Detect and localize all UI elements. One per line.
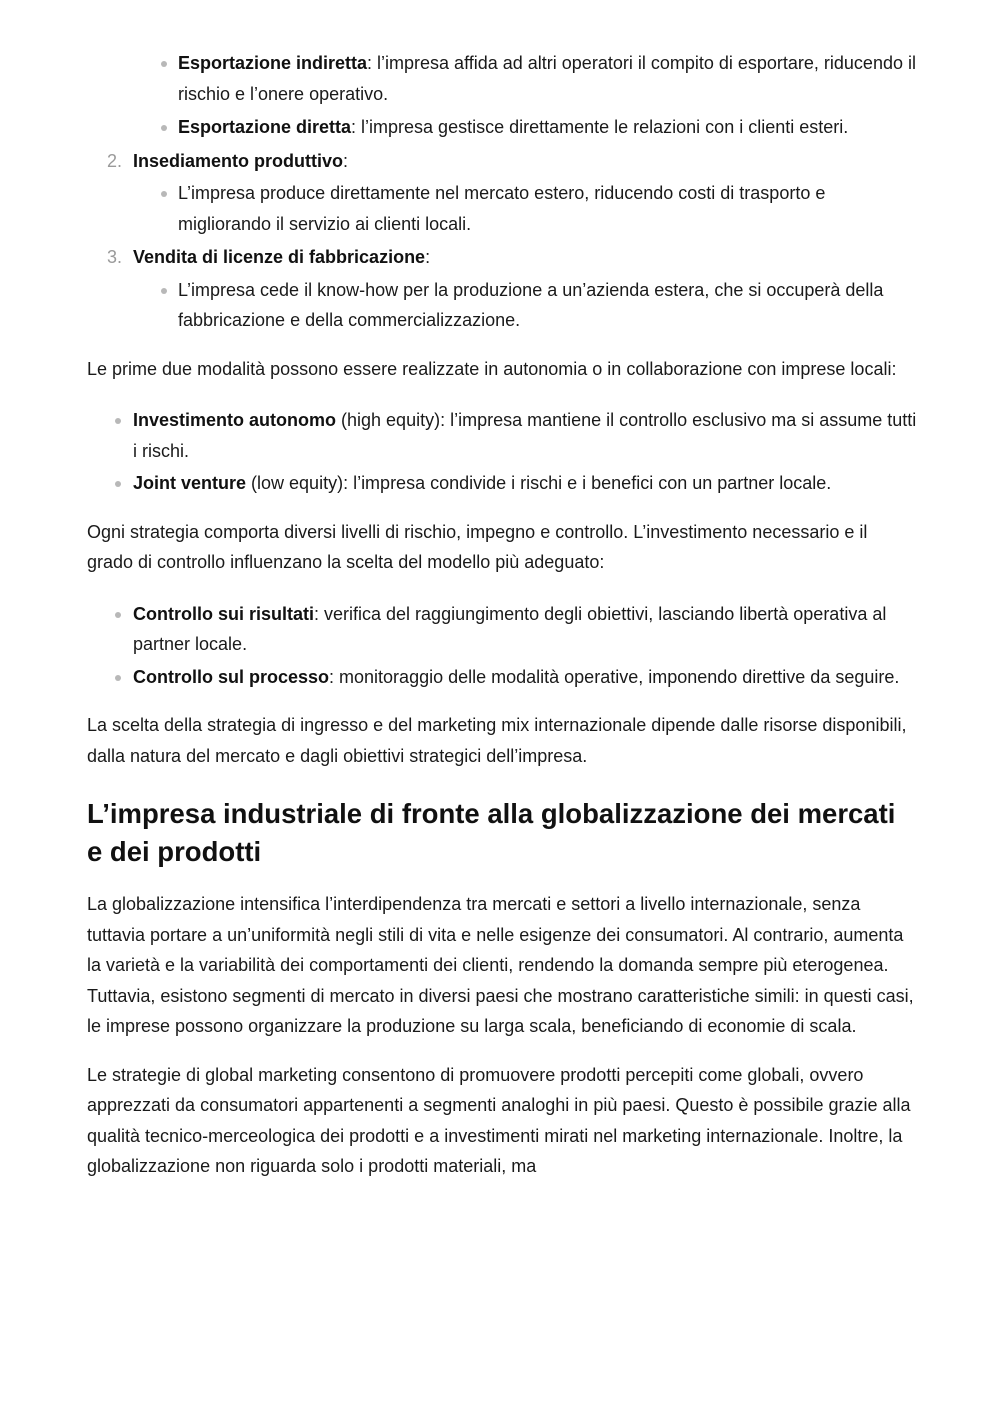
item-text: : l’impresa affida ad altri operatori il compito di esportare, riducendo il rischio e l’onere operativo. [178, 53, 916, 104]
control-list [87, 599, 917, 693]
paragraph-modalita: Le prime due modalità possono essere realizzate in autonomia o in collaborazione con imprese locali: [87, 358, 897, 379]
numbered-item-3 [87, 242, 917, 273]
section-heading: L’impresa industriale di fronte alla globalizzazione dei mercati e dei prodotti [87, 798, 896, 867]
paragraph-globalizzazione: La globalizzazione intensifica l’interdipendenza tra mercati e settori a livello internazionale, senza tuttavia portare a un’uniformità negli stili di vita e nelle esigenze dei consumatori. Al contrario, aumenta la varietà e la variabilità dei comportamenti dei clienti, rendendo la domanda sempre più eterogenea. Tuttavia, esistono segmenti di mercato in diversi paesi che mostrano caratteristiche simili: in questi casi, le imprese possono organizzare la produzione su larga scala, beneficiando di economie di scala. [87, 894, 914, 1036]
item-number: 3. [107, 247, 123, 267]
item-text: : verifica del raggiungimento degli obiettivi, lasciando libertà operativa al partner locale. [133, 603, 887, 654]
paragraph-strategia: Ogni strategia comporta diversi livelli di rischio, impegno e controllo. L’investimento necessario e il grado di controllo influenzano la scelta del modello più adeguato: [87, 521, 868, 572]
item-text: : l’impresa gestisce direttamente le relazioni con i clienti esteri. [351, 117, 849, 137]
numbered-item-2 [87, 146, 917, 177]
term-bold: Esportazione diretta [178, 117, 352, 137]
equity-list [87, 405, 917, 499]
item-number: 2. [107, 150, 123, 171]
term-bold: Joint venture [133, 473, 247, 493]
list-item-export-indirect [178, 48, 917, 109]
term-bold: Investimento autonomo [133, 410, 337, 430]
term-bold: Controllo sui risultati [133, 603, 315, 624]
production-sub-list [87, 178, 917, 239]
document-page [87, 48, 917, 1182]
license-sub-list [87, 275, 917, 336]
term-bold: Esportazione indiretta [178, 53, 368, 73]
list-item-controllo-processo [133, 662, 917, 693]
item-colon: : [343, 150, 349, 171]
item-text: (high equity): l’impresa mantiene il controllo esclusivo ma si assume tutti i rischi. [133, 410, 917, 461]
list-item-controllo-risultati [133, 599, 917, 660]
list-item-investimento [133, 405, 917, 466]
item-text: : monitoraggio delle modalità operative, imponendo direttive da seguire. [329, 666, 900, 687]
item-text: (low equity): l’impresa condivide i rischi e i benefici con un partner locale. [246, 473, 832, 493]
term-bold: Controllo sul processo [133, 666, 330, 687]
item-title: Insediamento produttivo [133, 150, 344, 171]
item-title: Vendita di licenze di fabbricazione [133, 247, 426, 267]
list-item: L’impresa cede il know-how per la produzione a un’azienda estera, che si occuperà della fabbricazione e della commercializzazione. [178, 275, 917, 336]
item-colon: : [425, 247, 431, 267]
list-item-export-direct [178, 112, 917, 143]
export-sub-list [87, 48, 917, 143]
paragraph-scelta: La scelta della strategia di ingresso e del marketing mix internazionale dipende dalle risorse disponibili, dalla natura del mercato e dagli obiettivi strategici dell’impresa. [87, 715, 907, 766]
list-item: L’impresa produce direttamente nel mercato estero, riducendo costi di trasporto e migliorando il servizio ai clienti locali. [178, 178, 917, 239]
paragraph-global-marketing: Le strategie di global marketing consentono di promuovere prodotti percepiti come globali, ovvero apprezzati da consumatori appartenenti a segmenti analoghi in più paesi. Questo è possibile grazie alla qualità tecnico-merceologica dei prodotti e a investimenti mirati nel marketing internazionale. Inoltre, la globalizzazione non riguarda solo i prodotti materiali, ma [87, 1064, 911, 1176]
list-item-joint-venture [133, 468, 917, 499]
